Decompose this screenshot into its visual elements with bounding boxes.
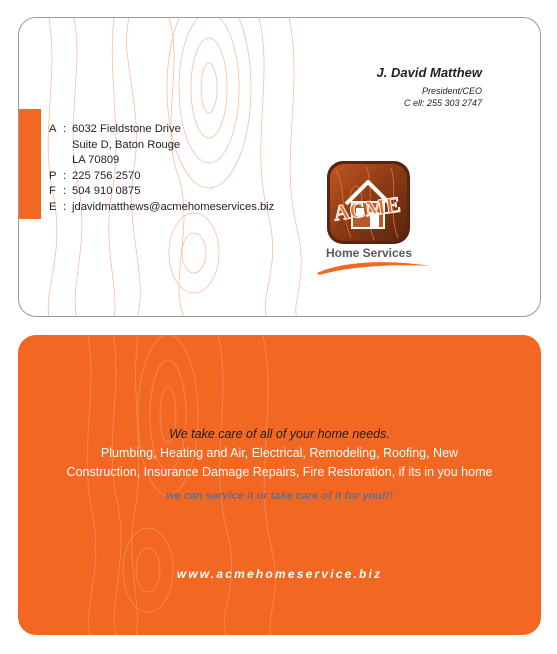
person-name: J. David Matthew: [376, 65, 482, 80]
separator: :: [63, 123, 67, 135]
logo-subtitle: Home Services: [325, 246, 413, 260]
separator: :: [63, 169, 67, 182]
address-line1: 6032 Fieldstone Drive: [72, 123, 181, 135]
tagline: We take care of all of your home needs.: [169, 427, 390, 441]
fax-value: 504 910 0875: [72, 185, 141, 198]
phone-row: [49, 169, 274, 185]
promise-text: we can service it or take care of it for you!!!: [166, 490, 393, 502]
business-card-front: [18, 17, 541, 317]
separator: :: [63, 185, 67, 198]
acme-logo: [326, 160, 411, 245]
separator: :: [63, 200, 67, 213]
address-row: [49, 122, 274, 138]
address-row-2: [49, 138, 274, 154]
person-cell: C ell: 255 303 2747: [403, 98, 482, 108]
email-row: [49, 200, 274, 216]
email-label: E: [49, 200, 57, 213]
fax-label: F: [49, 185, 56, 198]
services-line-1: Plumbing, Heating and Air, Electrical, Remodeling, Roofing, New: [100, 446, 459, 460]
person-title: President/CEO: [421, 86, 482, 96]
logo-swoosh: [315, 258, 435, 278]
contact-details: [49, 122, 274, 216]
website-url: www.acmehomeservice.biz: [176, 567, 383, 581]
address-line2: Suite D, Baton Rouge: [72, 138, 181, 151]
wood-grain-pattern: [18, 335, 541, 635]
logo-brand-text: ACME: [331, 191, 402, 226]
phone-value: 225 756 2570: [72, 169, 141, 182]
address-line3: LA 70809: [72, 154, 120, 167]
phone-label: P: [49, 169, 57, 182]
contact-person: [377, 65, 482, 109]
services-list: [18, 444, 541, 482]
orange-accent-bar: [19, 109, 41, 219]
address-row-3: [49, 153, 274, 169]
business-card-back: [18, 335, 541, 635]
address-label: A: [49, 123, 57, 135]
services-line-2: Construction, Insurance Damage Repairs, Fire Restoration, if its in you home: [66, 465, 493, 479]
fax-row: [49, 184, 274, 200]
email-value: jdavidmatthews@acmehomeservices.biz: [72, 200, 275, 213]
